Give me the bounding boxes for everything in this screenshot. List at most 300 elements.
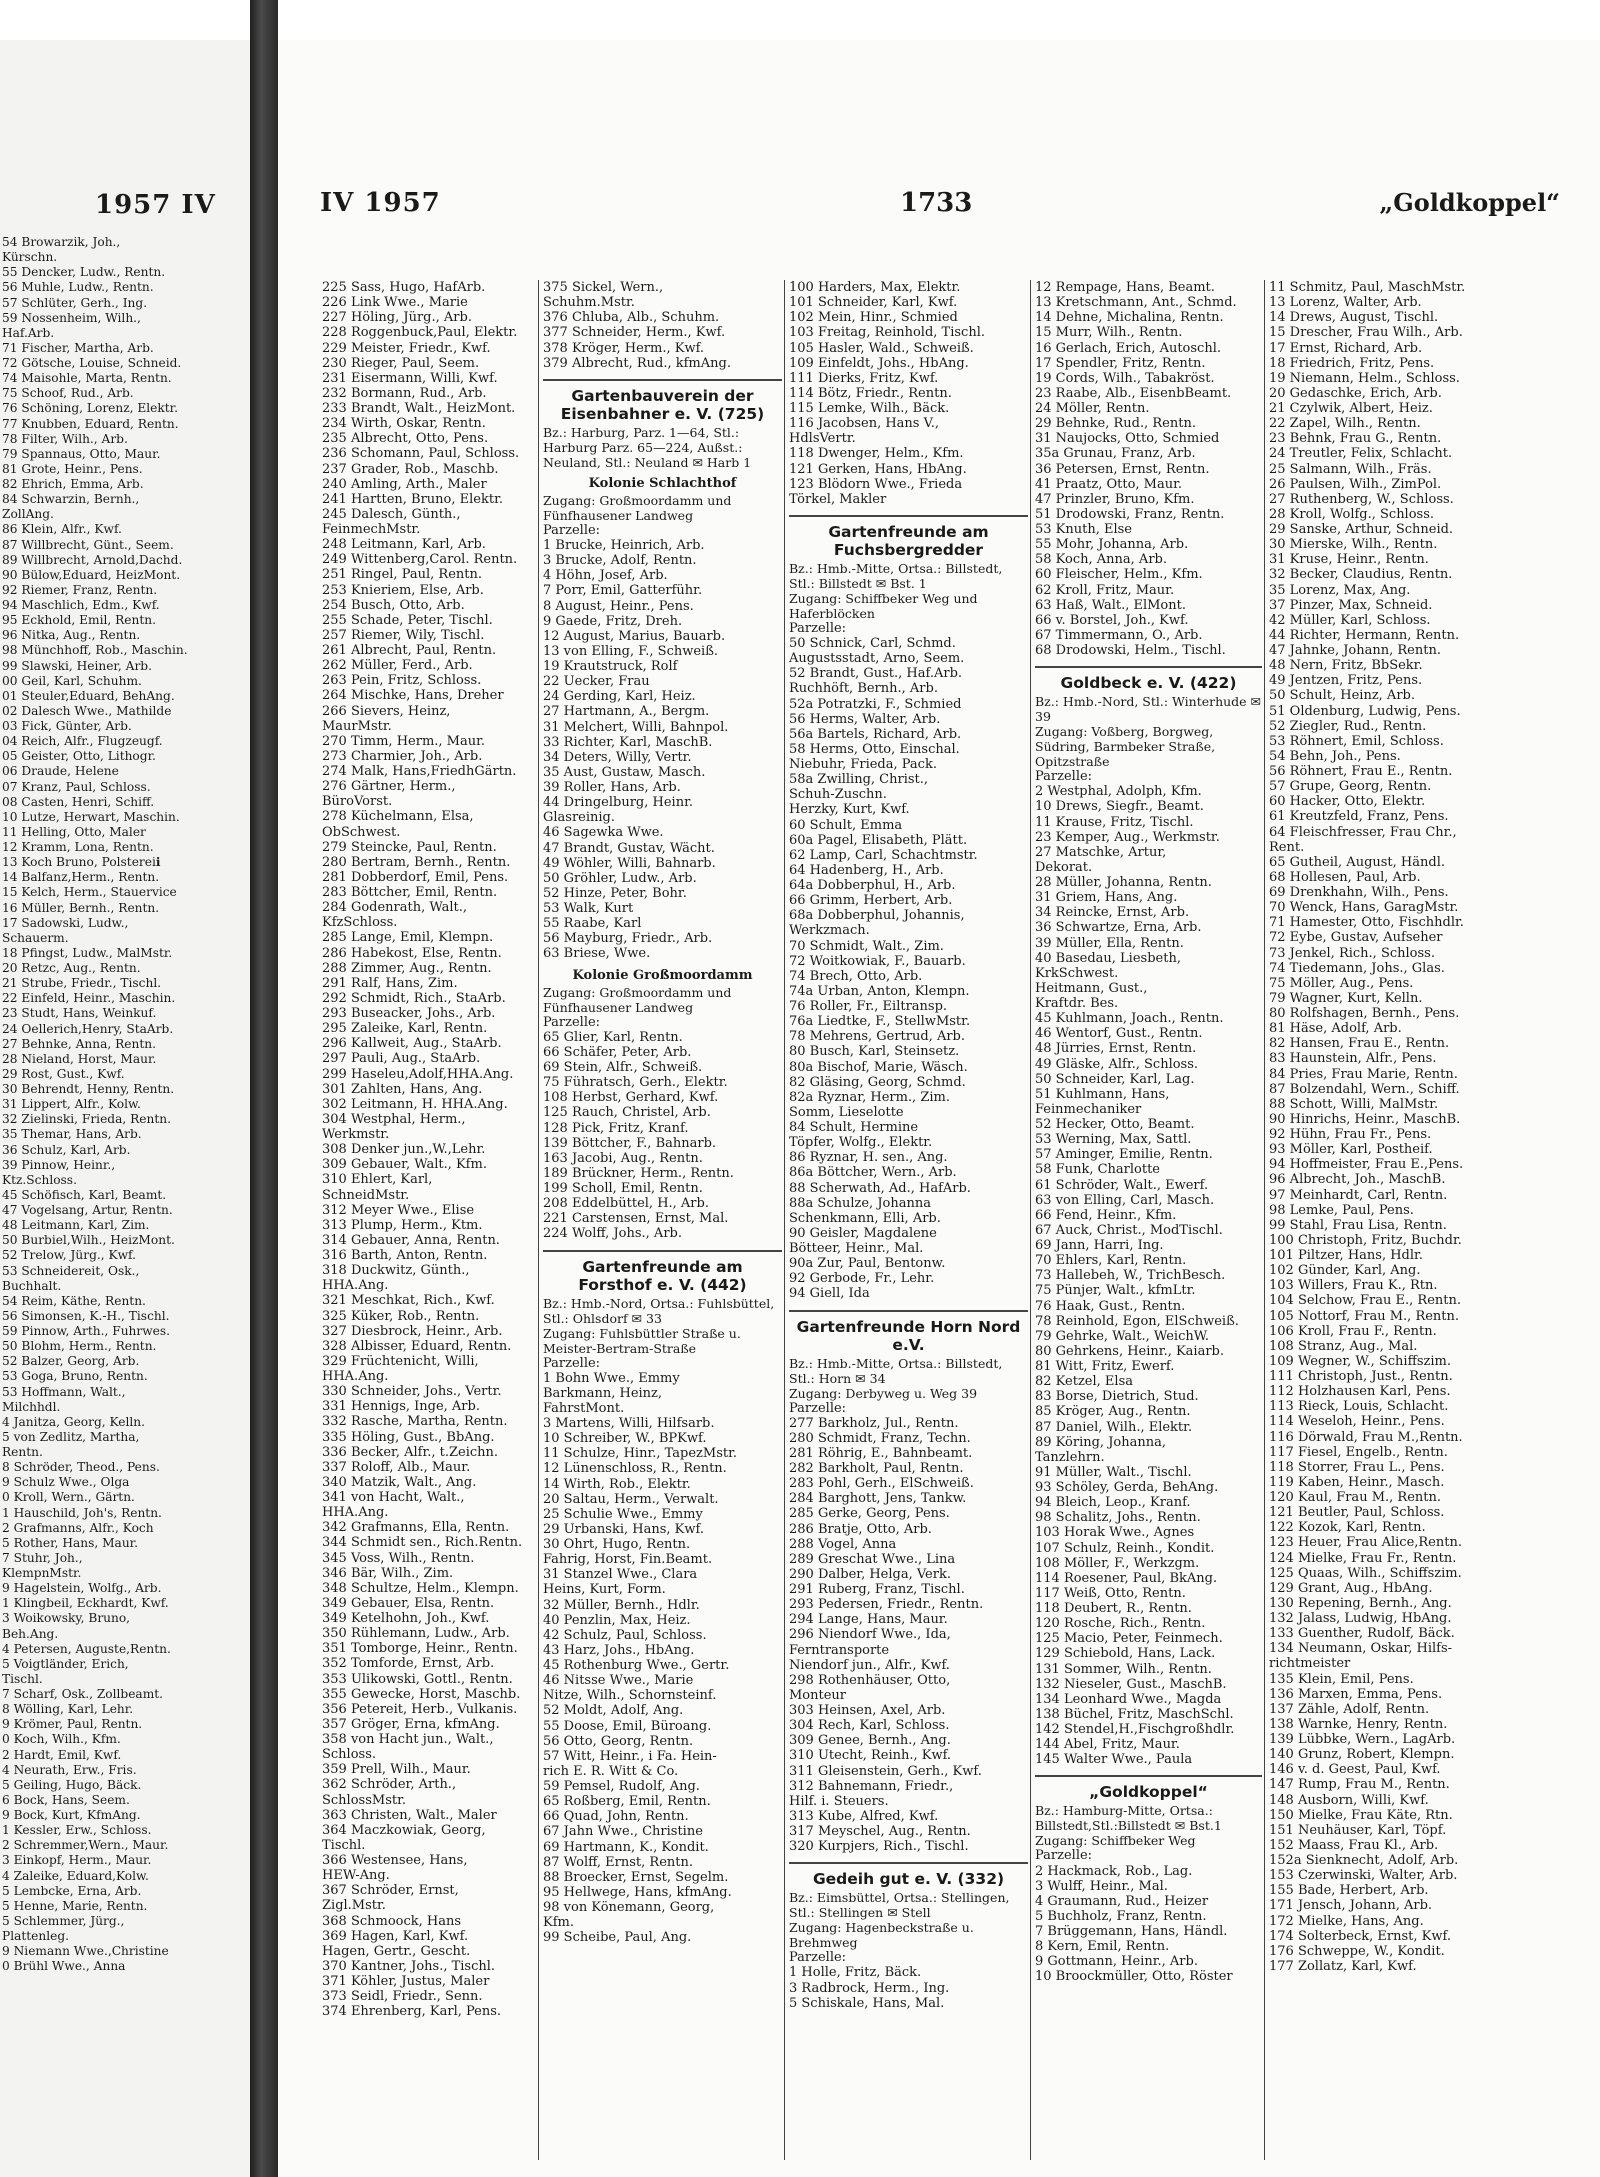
- directory-entry: 31 Naujocks, Otto, Schmied: [1035, 431, 1220, 447]
- directory-entry: 266 Sievers, Heinz,: [322, 703, 451, 719]
- directory-entry: 86 Ryznar, H. sen., Ang.: [789, 1150, 948, 1166]
- directory-entry: 293 Buseacker, Johs., Arb.: [322, 1006, 496, 1021]
- directory-entry: 48 Nern, Fritz, BbSekr.: [1269, 658, 1423, 674]
- previous-page-entry: Milchhdl.: [2, 1399, 61, 1414]
- directory-entry: 56 Röhnert, Frau E., Rentn.: [1269, 764, 1453, 779]
- directory-columns: [318, 280, 1560, 2160]
- previous-page-entry: 06 Draude, Helene: [2, 764, 119, 779]
- association-note: Bz.: Harburg, Parz. 1—64, Stl.: Harburg Parz. 65—224, Außst.: Neuland, Stl.: Neuland ✉ Harb 1: [543, 424, 752, 470]
- directory-entry: 94 Hoffmeister, Frau E.,Pens.: [1269, 1157, 1464, 1173]
- previous-page-entry: 4 Zaleike, Eduard,Kolw.: [2, 1868, 149, 1883]
- directory-entry: 53 Röhnert, Emil, Schloss.: [1269, 733, 1444, 749]
- directory-entry: 50 Schnick, Carl, Schmd.: [789, 636, 956, 651]
- directory-entry: Feinmechaniker: [1035, 1101, 1142, 1117]
- directory-entry: 286 Bratje, Otto, Arb.: [789, 1521, 932, 1537]
- directory-entry: 288 Vogel, Anna: [789, 1536, 897, 1552]
- directory-entry: 292 Schmidt, Rich., StaArb.: [322, 990, 506, 1006]
- association-note: Bz.: Hmb.-Nord, Ortsa.: Fuhlsbüttel, Stl.: Ohlsdorf ✉ 33: [543, 1295, 775, 1326]
- directory-entry: 139 Böttcher, F., Bahnarb.: [543, 1135, 717, 1151]
- directory-entry: 346 Bär, Wilh., Zim.: [322, 1565, 454, 1581]
- directory-entry: 109 Einfeldt, Johs., HbAng.: [789, 355, 969, 371]
- directory-entry: 37 Pinzer, Max, Schneid.: [1269, 597, 1433, 613]
- directory-entry: 47 Brandt, Gustav, Wächt.: [543, 840, 715, 856]
- directory-entry: 8 Kern, Emil, Rentn.: [1035, 1939, 1170, 1955]
- directory-entry: 42 Schulz, Paul, Schloss.: [543, 1627, 707, 1643]
- directory-entry: KfzSchloss.: [322, 915, 398, 931]
- directory-entry: 88 Scherwath, Ad., HafArb.: [789, 1180, 971, 1196]
- previous-page-entry: 36 Schulz, Karl, Arb.: [2, 1142, 131, 1157]
- directory-entry: Barkmann, Heinz,: [543, 1385, 663, 1401]
- directory-entry: 84 Pries, Frau Marie, Rentn.: [1269, 1066, 1458, 1082]
- directory-entry: 120 Kaul, Frau M., Rentn.: [1269, 1490, 1441, 1505]
- previous-page-entry: 05 Geister, Otto, Lithogr.: [2, 749, 156, 764]
- previous-page-entry: 14 Balfanz,Herm., Rentn.: [2, 870, 160, 885]
- directory-entry: 96 Albrecht, Joh., MaschB.: [1269, 1172, 1446, 1188]
- directory-entry: 285 Lange, Emil, Klempn.: [322, 930, 494, 946]
- directory-entry: Herzky, Kurt, Kwf.: [789, 802, 910, 818]
- directory-entry: 123 Blödorn Wwe., Frieda: [789, 476, 963, 492]
- directory-entry: 146 v. d. Geest, Paul, Kwf.: [1269, 1762, 1441, 1778]
- directory-entry: 357 Gröger, Erna, kfmAng.: [322, 1716, 500, 1732]
- previous-page-entry: 9 Krömer, Paul, Rentn.: [2, 1717, 143, 1732]
- directory-entry: 66 Grimm, Herbert, Arb.: [789, 893, 953, 909]
- directory-entry: 23 Kemper, Aug., Werkmstr.: [1035, 829, 1220, 845]
- directory-entry: 69 Hartmann, K., Kondit.: [543, 1839, 709, 1855]
- directory-entry: 12 Lünenschloss, R., Rentn.: [543, 1461, 727, 1477]
- directory-entry: Heins, Kurt, Form.: [543, 1582, 666, 1598]
- directory-entry: 241 Hartten, Bruno, Elektr.: [322, 491, 503, 507]
- directory-entry: 176 Schweppe, W., Kondit.: [1269, 1943, 1445, 1959]
- directory-entry: 52 Hecker, Otto, Beamt.: [1035, 1117, 1195, 1132]
- previous-page-entry: 94 Maschlich, Edm., Kwf.: [2, 598, 160, 612]
- directory-entry: 39 Roller, Hans, Arb.: [543, 780, 681, 795]
- colony-title: Kolonie Großmoordamm: [572, 967, 753, 983]
- previous-page-entry: 8 Wölling, Karl, Lehr.: [2, 1702, 134, 1717]
- directory-entry: 257 Riemer, Wily, Tischl.: [322, 627, 485, 643]
- previous-page-entry: 5 Geiling, Hugo, Bäck.: [2, 1777, 142, 1792]
- directory-entry: 283 Pohl, Gerh., ElSchweiß.: [789, 1476, 974, 1492]
- directory-entry: 129 Grant, Aug., HbAng.: [1269, 1580, 1433, 1596]
- directory-entry: 35a Grunau, Franz, Arb.: [1035, 446, 1196, 462]
- previous-page-entry: 08 Casten, Henri, Schiff.: [2, 794, 155, 809]
- previous-page-entry: 1 Kessler, Erw., Schloss.: [2, 1823, 152, 1838]
- directory-entry: 111 Christoph, Just., Rentn.: [1269, 1369, 1453, 1384]
- previous-page-entry: 98 Münchhoff, Rob., Maschin.: [2, 643, 188, 658]
- directory-entry: 57 Grupe, Georg, Rentn.: [1269, 779, 1432, 795]
- previous-page-entry: 57 Schlüter, Gerh., Ing.: [2, 295, 148, 310]
- directory-entry: 81 Häse, Adolf, Arb.: [1269, 1021, 1402, 1037]
- directory-entry: Parzelle:: [543, 1014, 601, 1030]
- directory-entry: 99 Scheibe, Paul, Ang.: [543, 1930, 692, 1946]
- directory-entry: 89 Köring, Johanna,: [1035, 1434, 1166, 1450]
- directory-entry: 369 Hagen, Karl, Kwf.: [322, 1928, 469, 1944]
- previous-page-entry: 18 Pfingst, Ludw., MalMstr.: [2, 945, 173, 960]
- association-note: Bz.: Hamburg-Mitte, Ortsa.: Billstedt,Stl.:Billstedt ✉ Bst.1: [1035, 1803, 1222, 1834]
- previous-page-entry: 52 Trelow, Jürg., Kwf.: [2, 1248, 136, 1263]
- directory-entry: 74a Urban, Anton, Klempn.: [789, 983, 970, 999]
- previous-page-entry: 16 Müller, Bernh., Rentn.: [2, 900, 160, 915]
- directory-entry: 50 Gröhler, Ludw., Arb.: [543, 870, 697, 886]
- directory-entry: 29 Behnke, Rud., Rentn.: [1035, 416, 1196, 432]
- previous-page-entry: 12 Kramm, Lona, Rentn.: [2, 840, 154, 854]
- directory-entry: 18 Friedrich, Fritz, Pens.: [1269, 355, 1435, 371]
- directory-entry: 61 Kreutzfeld, Franz, Pens.: [1269, 809, 1449, 825]
- directory-entry: 88 Schott, Willi, MalMstr.: [1269, 1096, 1439, 1112]
- directory-entry: 289 Greschat Wwe., Lina: [789, 1551, 956, 1567]
- previous-page-entry: 9 Hagelstein, Wolfg., Arb.: [2, 1581, 162, 1596]
- directory-entry: 29 Sanske, Arthur, Schneid.: [1269, 522, 1454, 537]
- directory-entry: 26 Paulsen, Wilh., ZimPol.: [1269, 476, 1442, 492]
- directory-entry: 329 Früchtenicht, Willi,: [322, 1353, 479, 1369]
- directory-entry: 19 Cords, Wilh., Tabakröst.: [1035, 370, 1215, 386]
- directory-entry: 335 Höling, Gust., BbAng.: [322, 1429, 495, 1445]
- directory-entry: 301 Zahlten, Hans, Ang.: [322, 1081, 483, 1097]
- directory-entry: 172 Mielke, Hans, Ang.: [1269, 1913, 1424, 1929]
- directory-entry: 36 Schwartze, Erna, Arb.: [1035, 920, 1202, 936]
- directory-entry: 73 Jenkel, Rich., Schloss.: [1269, 945, 1435, 961]
- previous-page-entry: 03 Fick, Günter, Arb.: [2, 719, 132, 733]
- previous-page-entry: 53 Goga, Bruno, Rentn.: [2, 1369, 148, 1384]
- directory-entry: 66 Schäfer, Peter, Arb.: [543, 1044, 692, 1060]
- directory-entry: Parzelle:: [543, 1355, 601, 1371]
- previous-page-entry: 5 Schlemmer, Jürg.,: [2, 1913, 125, 1928]
- directory-entry: 34 Deters, Willy, Vertr.: [543, 749, 692, 765]
- directory-entry: 309 Gebauer, Walt., Kfm.: [322, 1157, 487, 1173]
- directory-entry: 103 Horak Wwe., Agnes: [1035, 1525, 1195, 1541]
- directory-entry: 45 Rothenburg Wwe., Gertr.: [543, 1658, 730, 1673]
- directory-entry: Kraftdr. Bes.: [1035, 996, 1119, 1011]
- previous-page-entry: Buchhalt.: [2, 1278, 62, 1293]
- previous-page-entry: 4 Janitza, Georg, Kelln.: [2, 1414, 146, 1429]
- previous-page-entry: 48 Leitmann, Karl, Zim.: [2, 1218, 150, 1233]
- directory-entry: 273 Charmier, Joh., Arb.: [322, 748, 483, 764]
- directory-entry: Zigl.Mstr.: [322, 1898, 386, 1914]
- directory-entry: 189 Brückner, Herm., Rentn.: [543, 1165, 734, 1181]
- directory-entry: 291 Ruberg, Franz, Tischl.: [789, 1582, 965, 1597]
- previous-page-entry: 13 Koch Bruno, Polstereiℹ: [2, 855, 161, 870]
- directory-entry: HHA.Ang.: [322, 1505, 389, 1521]
- previous-page-entry: 24 Oellerich,Henry, StaArb.: [2, 1021, 174, 1036]
- directory-entry: HdlsVertr.: [789, 431, 856, 447]
- previous-page-entry: 81 Grote, Heinr., Pens.: [2, 461, 143, 476]
- directory-entry: 316 Barth, Anton, Rentn.: [322, 1248, 488, 1263]
- directory-entry: 113 Rieck, Louis, Schlacht.: [1269, 1399, 1449, 1415]
- directory-entry: 30 Ohrt, Hugo, Rentn.: [543, 1537, 691, 1552]
- directory-entry: 10 Schreiber, W., BPKwf.: [543, 1431, 707, 1447]
- directory-entry: 25 Schulie Wwe., Emmy: [543, 1506, 703, 1522]
- directory-entry: 101 Schneider, Karl, Kwf.: [789, 295, 958, 311]
- directory-entry: 62 Kroll, Fritz, Maur.: [1035, 582, 1175, 598]
- directory-entry: 30 Mierske, Wilh., Rentn.: [1269, 537, 1438, 553]
- directory-entry: 317 Meyschel, Aug., Rentn.: [789, 1824, 971, 1839]
- directory-entry: 114 Bötz, Friedr., Rentn.: [789, 385, 952, 401]
- directory-entry: 51 Drodowski, Franz, Rentn.: [1035, 506, 1225, 522]
- directory-entry: 115 Lemke, Wilh., Bäck.: [789, 401, 950, 416]
- directory-entry: Töpfer, Wolfg., Elektr.: [789, 1135, 933, 1151]
- directory-entry: 262 Müller, Ferd., Arb.: [322, 658, 473, 674]
- directory-entry: 102 Mein, Hinr., Schmied: [789, 310, 958, 326]
- previous-page-entry: Beh.Ang.: [2, 1626, 59, 1641]
- directory-entry: 137 Zähle, Adolf, Rentn.: [1269, 1701, 1430, 1717]
- association-title: Gartenfreunde am Fuchsbergredder: [789, 515, 1028, 559]
- previous-page-entry: 5 Voigtländer, Erich,: [2, 1656, 129, 1671]
- association-note: Zugang: Voßberg, Borgweg, Südring, Barmbeker Straße, Opitzstraße: [1035, 724, 1216, 770]
- directory-entry: 60 Fleischer, Helm., Kfm.: [1035, 567, 1203, 583]
- directory-entry: 341 von Hacht, Walt.,: [322, 1490, 465, 1505]
- directory-entry: 32 Becker, Claudius, Rentn.: [1269, 567, 1453, 583]
- directory-entry: FahrstMont.: [543, 1400, 625, 1416]
- directory-entry: 34 Reincke, Ernst, Arb.: [1035, 905, 1190, 921]
- directory-entry: 119 Kaben, Heinr., Masch.: [1269, 1474, 1445, 1490]
- directory-entry: 13 Lorenz, Walter, Arb.: [1269, 295, 1422, 311]
- directory-entry: 224 Wolff, Johs., Arb.: [543, 1226, 682, 1242]
- directory-entry: 16 Gerlach, Erich, Autoschl.: [1035, 340, 1221, 356]
- association-title: Goldbeck e. V. (422): [1035, 666, 1262, 692]
- directory-entry: 328 Albisser, Eduard, Rentn.: [322, 1338, 512, 1354]
- previous-page-entry: 0 Brühl Wwe., Anna: [2, 1959, 126, 1974]
- directory-entry: 92 Gerbode, Fr., Lehr.: [789, 1271, 935, 1287]
- directory-entry: BüroVorst.: [322, 794, 393, 810]
- directory-entry: 53 Walk, Kurt: [543, 901, 634, 916]
- directory-entry: 313 Plump, Herm., Ktm.: [322, 1217, 483, 1233]
- directory-entry: 41 Praatz, Otto, Maur.: [1035, 476, 1183, 492]
- directory-entry: 35 Aust, Gustaw, Masch.: [543, 764, 706, 780]
- directory-entry: 58 Koch, Anna, Arb.: [1035, 552, 1167, 568]
- directory-entry: 7 Porr, Emil, Gatterführ.: [543, 583, 703, 599]
- directory-entry: 98 Schalitz, Johs., Rentn.: [1035, 1510, 1201, 1526]
- directory-entry: 56 Otto, Georg, Rentn.: [543, 1733, 694, 1749]
- column-5: [1264, 280, 1498, 2160]
- directory-entry: 114 Weseloh, Heinr., Pens.: [1269, 1414, 1445, 1430]
- directory-entry: 69 Jann, Harri, Ing.: [1035, 1238, 1164, 1253]
- directory-entry: 39 Müller, Ella, Rentn.: [1035, 935, 1184, 951]
- directory-entry: 132 Nieseler, Gust., MaschB.: [1035, 1676, 1227, 1692]
- previous-page-entry: 9 Niemann Wwe.,Christine: [2, 1944, 169, 1959]
- directory-entry: Parzelle:: [543, 522, 601, 538]
- directory-entry: 348 Schultze, Helm., Klempn.: [322, 1580, 519, 1596]
- directory-entry: Rent.: [1269, 839, 1305, 855]
- directory-entry: 66 Quad, John, Rentn.: [543, 1809, 689, 1825]
- directory-entry: 254 Busch, Otto, Arb.: [322, 597, 465, 613]
- directory-entry: 24 Treutler, Felix, Schlacht.: [1269, 446, 1453, 462]
- directory-entry: 136 Marxen, Emma, Pens.: [1269, 1686, 1443, 1702]
- directory-entry: 67 Auck, Christ., ModTischl.: [1035, 1222, 1223, 1238]
- directory-entry: 3 Radbrock, Herm., Ing.: [789, 1980, 950, 1996]
- previous-page-entry: 10 Lutze, Herwart, Maschin.: [2, 809, 180, 824]
- directory-entry: 253 Knieriem, Else, Arb.: [322, 582, 484, 598]
- directory-entry: 21 Czylwik, Albert, Heiz.: [1269, 401, 1433, 416]
- directory-entry: 356 Petereit, Herb., Vulkanis.: [322, 1701, 518, 1717]
- directory-entry: 314 Gebauer, Anna, Rentn.: [322, 1232, 500, 1248]
- directory-entry: 14 Dehne, Michalina, Rentn.: [1035, 310, 1224, 326]
- directory-entry: FeinmechMstr.: [322, 522, 421, 537]
- directory-entry: 56 Herms, Walter, Arb.: [789, 711, 941, 727]
- directory-entry: 231 Eisermann, Willi, Kwf.: [322, 370, 498, 386]
- directory-entry: SchneidMstr.: [322, 1187, 410, 1203]
- directory-entry: Parzelle:: [789, 1400, 847, 1416]
- directory-entry: 221 Carstensen, Ernst, Mal.: [543, 1211, 729, 1227]
- previous-page-entry: Haf.Arb.: [2, 325, 55, 340]
- directory-entry: 3 Brucke, Adolf, Rentn.: [543, 553, 697, 569]
- directory-entry: 36 Petersen, Ernst, Rentn.: [1035, 461, 1210, 477]
- directory-entry: 240 Amling, Arth., Maler: [322, 476, 487, 492]
- directory-entry: 132 Jalass, Ludwig, HbAng.: [1269, 1611, 1452, 1626]
- directory-entry: 118 Deubert, R., Rentn.: [1035, 1601, 1192, 1616]
- previous-page-entry: 2 Schremmer,Wern., Maur.: [2, 1838, 169, 1853]
- directory-entry: 71 Hamester, Otto, Fischhdlr.: [1269, 915, 1464, 931]
- directory-entry: 67 Timmermann, O., Arb.: [1035, 627, 1203, 643]
- directory-entry: 74 Brech, Otto, Arb.: [789, 968, 923, 984]
- previous-page-entry: 45 Schöfisch, Karl, Beamt.: [2, 1187, 167, 1202]
- directory-entry: 49 Jentzen, Fritz, Pens.: [1269, 673, 1423, 689]
- directory-entry: Kfm.: [543, 1915, 574, 1931]
- previous-page-entry: 0 Koch, Wilh., Kfm.: [2, 1732, 121, 1747]
- previous-page-entry: 32 Zielinski, Frieda, Rentn.: [2, 1112, 171, 1127]
- directory-entry: 308 Denker jun.,W.,Lehr.: [322, 1142, 486, 1158]
- directory-entry: Augustsstadt, Arno, Seem.: [789, 651, 965, 667]
- directory-entry: 171 Jensch, Johann, Arb.: [1269, 1898, 1433, 1914]
- directory-page: [278, 40, 1600, 2177]
- previous-page-entry: 7 Scharf, Osk., Zollbeamt.: [2, 1687, 164, 1701]
- directory-entry: 9 Gaede, Fritz, Dreh.: [543, 613, 683, 629]
- directory-entry: 285 Gerke, Georg, Pens.: [789, 1506, 950, 1522]
- previous-page-entry: 1 Hauschild, Joh's, Rentn.: [2, 1505, 162, 1520]
- directory-entry: 359 Prell, Wilh., Maur.: [322, 1762, 471, 1778]
- directory-entry: 229 Meister, Friedr., Kwf.: [322, 340, 491, 356]
- previous-page-entry: 23 Studt, Hans, Weinkuf.: [2, 1006, 157, 1021]
- directory-entry: Schloss.: [322, 1747, 377, 1763]
- directory-entry: 27 Hartmann, A., Bergm.: [543, 704, 710, 720]
- directory-entry: 349 Gebauer, Elsa, Rentn.: [322, 1595, 495, 1611]
- directory-entry: 102 Günder, Karl, Ang.: [1269, 1263, 1421, 1279]
- directory-entry: 330 Schneider, Johs., Vertr.: [322, 1384, 502, 1400]
- directory-entry: 72 Woitkowiak, F., Bauarb.: [789, 953, 966, 969]
- directory-entry: Tanzlehrn.: [1035, 1449, 1105, 1465]
- directory-entry: 87 Bolzendahl, Wern., Schiff.: [1269, 1081, 1460, 1097]
- directory-entry: 151 Neuhäuser, Karl, Töpf.: [1269, 1822, 1447, 1838]
- directory-entry: 70 Ehlers, Karl, Rentn.: [1035, 1253, 1187, 1269]
- column-2: [538, 280, 782, 2160]
- directory-entry: 351 Tomborge, Heinr., Rentn.: [322, 1641, 518, 1657]
- previous-page-entry: 00 Geil, Karl, Schuhm.: [2, 673, 142, 688]
- previous-page-entry: 5 Rother, Hans, Maur.: [2, 1535, 139, 1550]
- directory-entry: 152a Sienknecht, Adolf, Arb.: [1269, 1853, 1459, 1868]
- directory-entry: 122 Kozok, Karl, Rentn.: [1269, 1520, 1426, 1536]
- directory-entry: 355 Gewecke, Horst, Maschb.: [322, 1686, 521, 1702]
- previous-page-entry: Schauerm.: [2, 930, 69, 945]
- association-note: Bz.: Hmb.-Mitte, Ortsa.: Billstedt, Stl.: Horn ✉ 34: [789, 1355, 1003, 1386]
- directory-entry: 8 August, Heinr., Pens.: [543, 598, 694, 614]
- directory-entry: 163 Jacobi, Aug., Rentn.: [543, 1150, 703, 1166]
- directory-entry: 124 Mielke, Frau Fr., Rentn.: [1269, 1550, 1457, 1566]
- directory-entry: 118 Storrer, Frau L., Pens.: [1269, 1459, 1445, 1475]
- directory-entry: 138 Büchel, Fritz, MaschSchl.: [1035, 1706, 1234, 1722]
- directory-entry: 325 Küker, Rob., Rentn.: [322, 1308, 480, 1324]
- previous-page-entry: Kürschn.: [2, 250, 58, 265]
- directory-entry: 368 Schmoock, Hans: [322, 1913, 462, 1929]
- directory-entry: 14 Wirth, Rob., Elektr.: [543, 1476, 691, 1492]
- directory-entry: 25 Salmann, Wilh., Fräs.: [1269, 461, 1432, 477]
- directory-entry: 43 Harz, Johs., HbAng.: [543, 1642, 695, 1658]
- directory-entry: 255 Schade, Peter, Tischl.: [322, 612, 493, 628]
- directory-entry: MaurMstr.: [322, 718, 392, 734]
- previous-page-entry: 84 Schwarzin, Bernh.,: [2, 492, 140, 507]
- directory-entry: 75 Pünjer, Walt., kfmLtr.: [1035, 1283, 1196, 1299]
- directory-entry: Glasreinig.: [543, 810, 616, 826]
- previous-page-entry: 72 Götsche, Louise, Schneid.: [2, 356, 182, 370]
- directory-entry: 50 Schult, Heinz, Arb.: [1269, 688, 1415, 704]
- directory-entry: 66 Fend, Heinr., Kfm.: [1035, 1207, 1177, 1223]
- directory-entry: 64a Dobberphul, H., Arb.: [789, 878, 956, 893]
- directory-entry: 12 August, Marius, Bauarb.: [543, 628, 726, 644]
- previous-page-entry: 31 Lippert, Alfr., Kolw.: [2, 1097, 141, 1112]
- directory-entry: 69 Stein, Alfr., Schweiß.: [543, 1060, 703, 1075]
- association-note: Zugang: Fuhlsbüttler Straße u. Meister-Bertram-Straße: [543, 1325, 741, 1356]
- directory-entry: 55 Doose, Emil, Büroang.: [543, 1718, 712, 1734]
- directory-entry: 134 Leonhard Wwe., Magda: [1035, 1691, 1222, 1707]
- directory-entry: 230 Rieger, Paul, Seem.: [322, 355, 480, 371]
- directory-entry: 101 Piltzer, Hans, Hdlr.: [1269, 1248, 1423, 1263]
- directory-entry: 45 Kuhlmann, Joach., Rentn.: [1035, 1011, 1224, 1027]
- directory-entry: 79 Gehrke, Walt., WeichW.: [1035, 1328, 1209, 1344]
- column-4: [1030, 280, 1262, 2160]
- directory-entry: 80 Busch, Karl, Steinsetz.: [789, 1044, 960, 1060]
- directory-entry: 67 Jahn Wwe., Christine: [543, 1824, 703, 1840]
- directory-entry: 2 Westphal, Adolph, Kfm.: [1035, 784, 1202, 800]
- directory-entry: 60 Schult, Emma: [789, 817, 903, 833]
- directory-entry: HHA.Ang.: [322, 1278, 389, 1294]
- directory-entry: 64 Hadenberg, H., Arb.: [789, 862, 944, 878]
- directory-entry: Parzelle:: [789, 620, 847, 636]
- directory-entry: 374 Ehrenberg, Karl, Pens.: [322, 2004, 502, 2020]
- previous-page-entry: 50 Blohm, Herm., Rentn.: [2, 1339, 157, 1354]
- previous-page-entry: 22 Einfeld, Heinr., Maschin.: [2, 991, 176, 1006]
- directory-entry: 80 Gehrkens, Heinr., Kaiarb.: [1035, 1343, 1225, 1359]
- directory-entry: 93 Möller, Karl, Postheif.: [1269, 1142, 1433, 1158]
- directory-entry: 304 Rech, Karl, Schloss.: [789, 1718, 950, 1734]
- directory-entry: 64 Fleischfresser, Frau Chr.,: [1269, 824, 1457, 840]
- previous-page-entry: 56 Muhle, Ludw., Rentn.: [2, 280, 154, 295]
- directory-entry: Bötteer, Heinr., Mal.: [789, 1241, 924, 1256]
- directory-entry: 344 Schmidt sen., Rich.Rentn.: [322, 1535, 523, 1551]
- directory-entry: 288 Zimmer, Aug., Rentn.: [322, 960, 492, 976]
- directory-entry: 105 Nottorf, Frau M., Rentn.: [1269, 1308, 1460, 1324]
- directory-entry: HHA.Ang.: [322, 1369, 389, 1384]
- directory-entry: 318 Duckwitz, Günth.,: [322, 1263, 470, 1279]
- directory-entry: 53 Knuth, Else: [1035, 522, 1133, 537]
- directory-entry: 342 Grafmanns, Ella, Rentn.: [322, 1520, 510, 1536]
- directory-entry: 28 Müller, Johanna, Rentn.: [1035, 875, 1212, 890]
- directory-entry: 147 Rump, Frau M., Rentn.: [1269, 1777, 1450, 1793]
- directory-entry: 4 Graumann, Rud., Heizer: [1035, 1893, 1209, 1909]
- directory-entry: Törkel, Makler: [789, 491, 887, 507]
- directory-entry: 83 Borse, Dietrich, Stud.: [1035, 1389, 1199, 1405]
- directory-entry: 155 Bade, Herbert, Arb.: [1269, 1883, 1429, 1899]
- directory-entry: 131 Sommer, Wilh., Rentn.: [1035, 1661, 1212, 1677]
- directory-entry: richtmeister: [1269, 1656, 1351, 1672]
- directory-entry: 278 Küchelmann, Elsa,: [322, 809, 474, 825]
- directory-entry: 99 Stahl, Frau Lisa, Rentn.: [1269, 1217, 1447, 1233]
- association-note: Zugang: Derbyweg u. Weg 39: [789, 1385, 978, 1401]
- directory-entry: 261 Albrecht, Paul, Rentn.: [322, 643, 497, 658]
- directory-entry: 20 Gedaschke, Erich, Arb.: [1269, 385, 1442, 401]
- directory-entry: 144 Abel, Fritz, Maur.: [1035, 1737, 1180, 1753]
- association-note: Zugang: Schiffbeker Weg: [1035, 1833, 1196, 1849]
- previous-page-entry: 77 Knubben, Eduard, Rentn.: [2, 416, 179, 431]
- directory-entry: 52 Moldt, Adolf, Ang.: [543, 1703, 684, 1719]
- directory-entry: 358 von Hacht jun., Walt.,: [322, 1732, 494, 1747]
- directory-entry: 63 Briese, Wwe.: [543, 946, 651, 962]
